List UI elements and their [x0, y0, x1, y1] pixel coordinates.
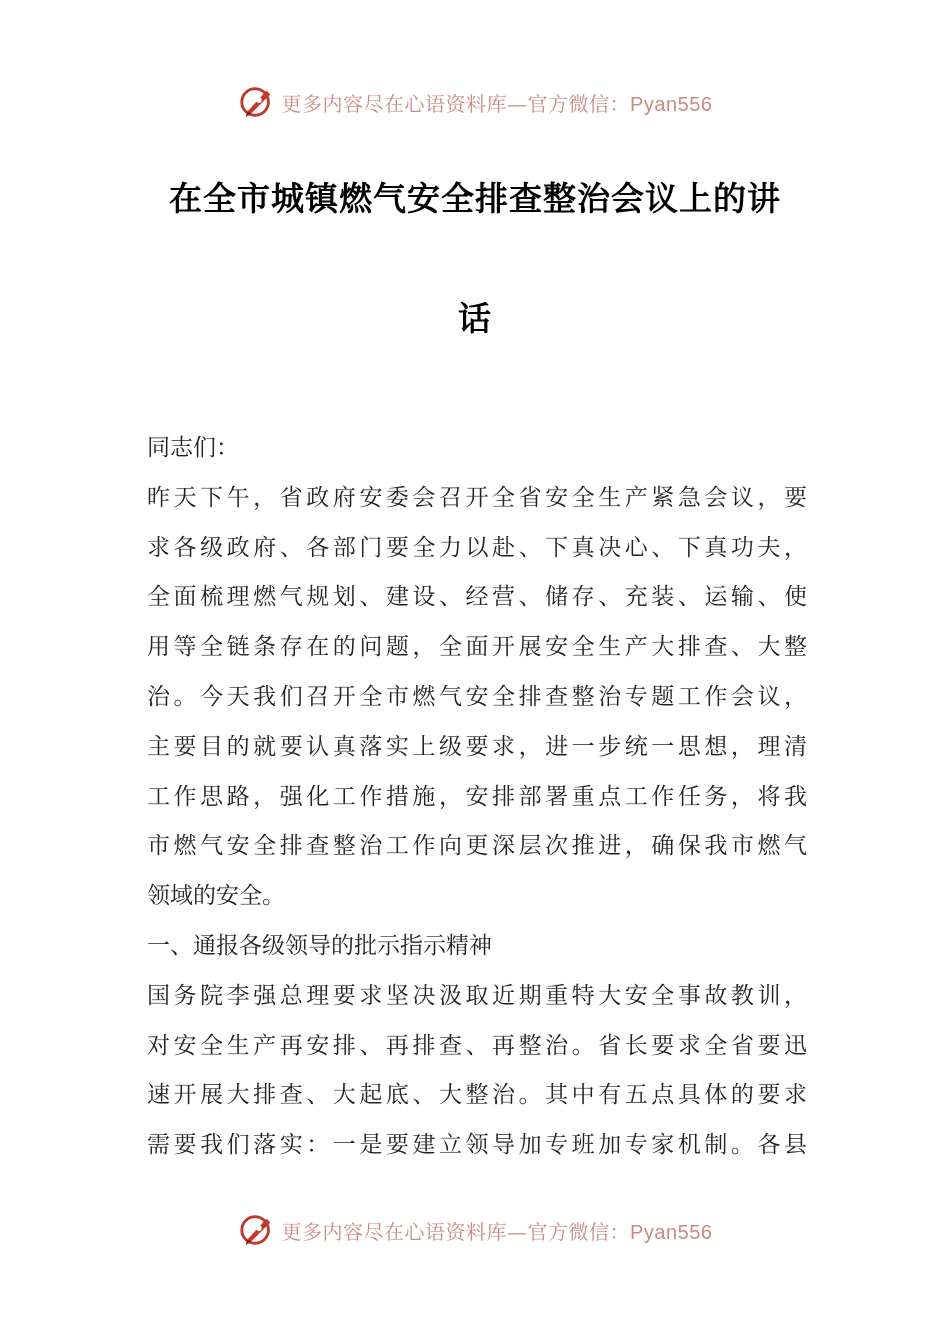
- body-line: 需要我们落实：一是要建立领导加专班加专家机制。各县: [147, 1132, 807, 1159]
- body-line: 国务院李强总理要求坚决汲取近期重特大安全事故教训，: [147, 982, 807, 1009]
- body-line: 速开展大排查、大起底、大整治。其中有五点具体的要求: [147, 1082, 807, 1109]
- watermark-text: [282, 88, 713, 117]
- body-line: 昨天下午，省政府安委会召开全省安全生产紧急会议，要: [147, 484, 807, 511]
- watermark-middle: —官方微信：: [507, 91, 631, 116]
- watermark-text: [282, 1216, 713, 1245]
- body-line: 治。今天我们召开全市燃气安全排查整治专题工作会议，: [147, 683, 807, 710]
- body-line: 用等全链条存在的问题，全面开展安全生产大排查、大整: [147, 634, 807, 661]
- pen-logo-icon: [238, 1211, 276, 1249]
- section-heading: 一、通报各级领导的批示指示精神: [147, 932, 492, 959]
- body-line: 市燃气安全排查整治工作向更深层次推进，确保我市燃气: [147, 833, 807, 860]
- pen-logo-icon: [238, 83, 276, 121]
- speech-body: [147, 424, 807, 1171]
- body-line: 求各级政府、各部门要全力以赴、下真决心、下真功夫，: [147, 534, 807, 561]
- watermark-id: Pyan556: [630, 1221, 713, 1244]
- watermark-prefix: 更多内容尽在心语资料库: [281, 1219, 508, 1244]
- watermark-id: Pyan556: [630, 93, 713, 116]
- header-watermark: [0, 80, 950, 124]
- document-title-line-2: 话: [458, 299, 492, 338]
- watermark-middle: —官方微信：: [507, 1219, 631, 1244]
- footer-watermark: [0, 1208, 950, 1252]
- body-line: 领域的安全。: [147, 883, 285, 910]
- body-line: 全面梳理燃气规划、建设、经营、储存、充装、运输、使: [147, 584, 807, 611]
- document-title-line-1: 在全市城镇燃气安全排查整治会议上的讲: [169, 179, 781, 218]
- body-line: 对安全生产再安排、再排查、再整治。省长要求全省要迅: [147, 1032, 807, 1059]
- body-line: 工作思路，强化工作措施，安排部署重点工作任务，将我: [147, 783, 807, 810]
- watermark-prefix: 更多内容尽在心语资料库: [281, 91, 508, 116]
- body-line: 同志们：: [147, 435, 239, 461]
- body-line: 主要目的就要认真落实上级要求，进一步统一思想，理清: [147, 733, 807, 760]
